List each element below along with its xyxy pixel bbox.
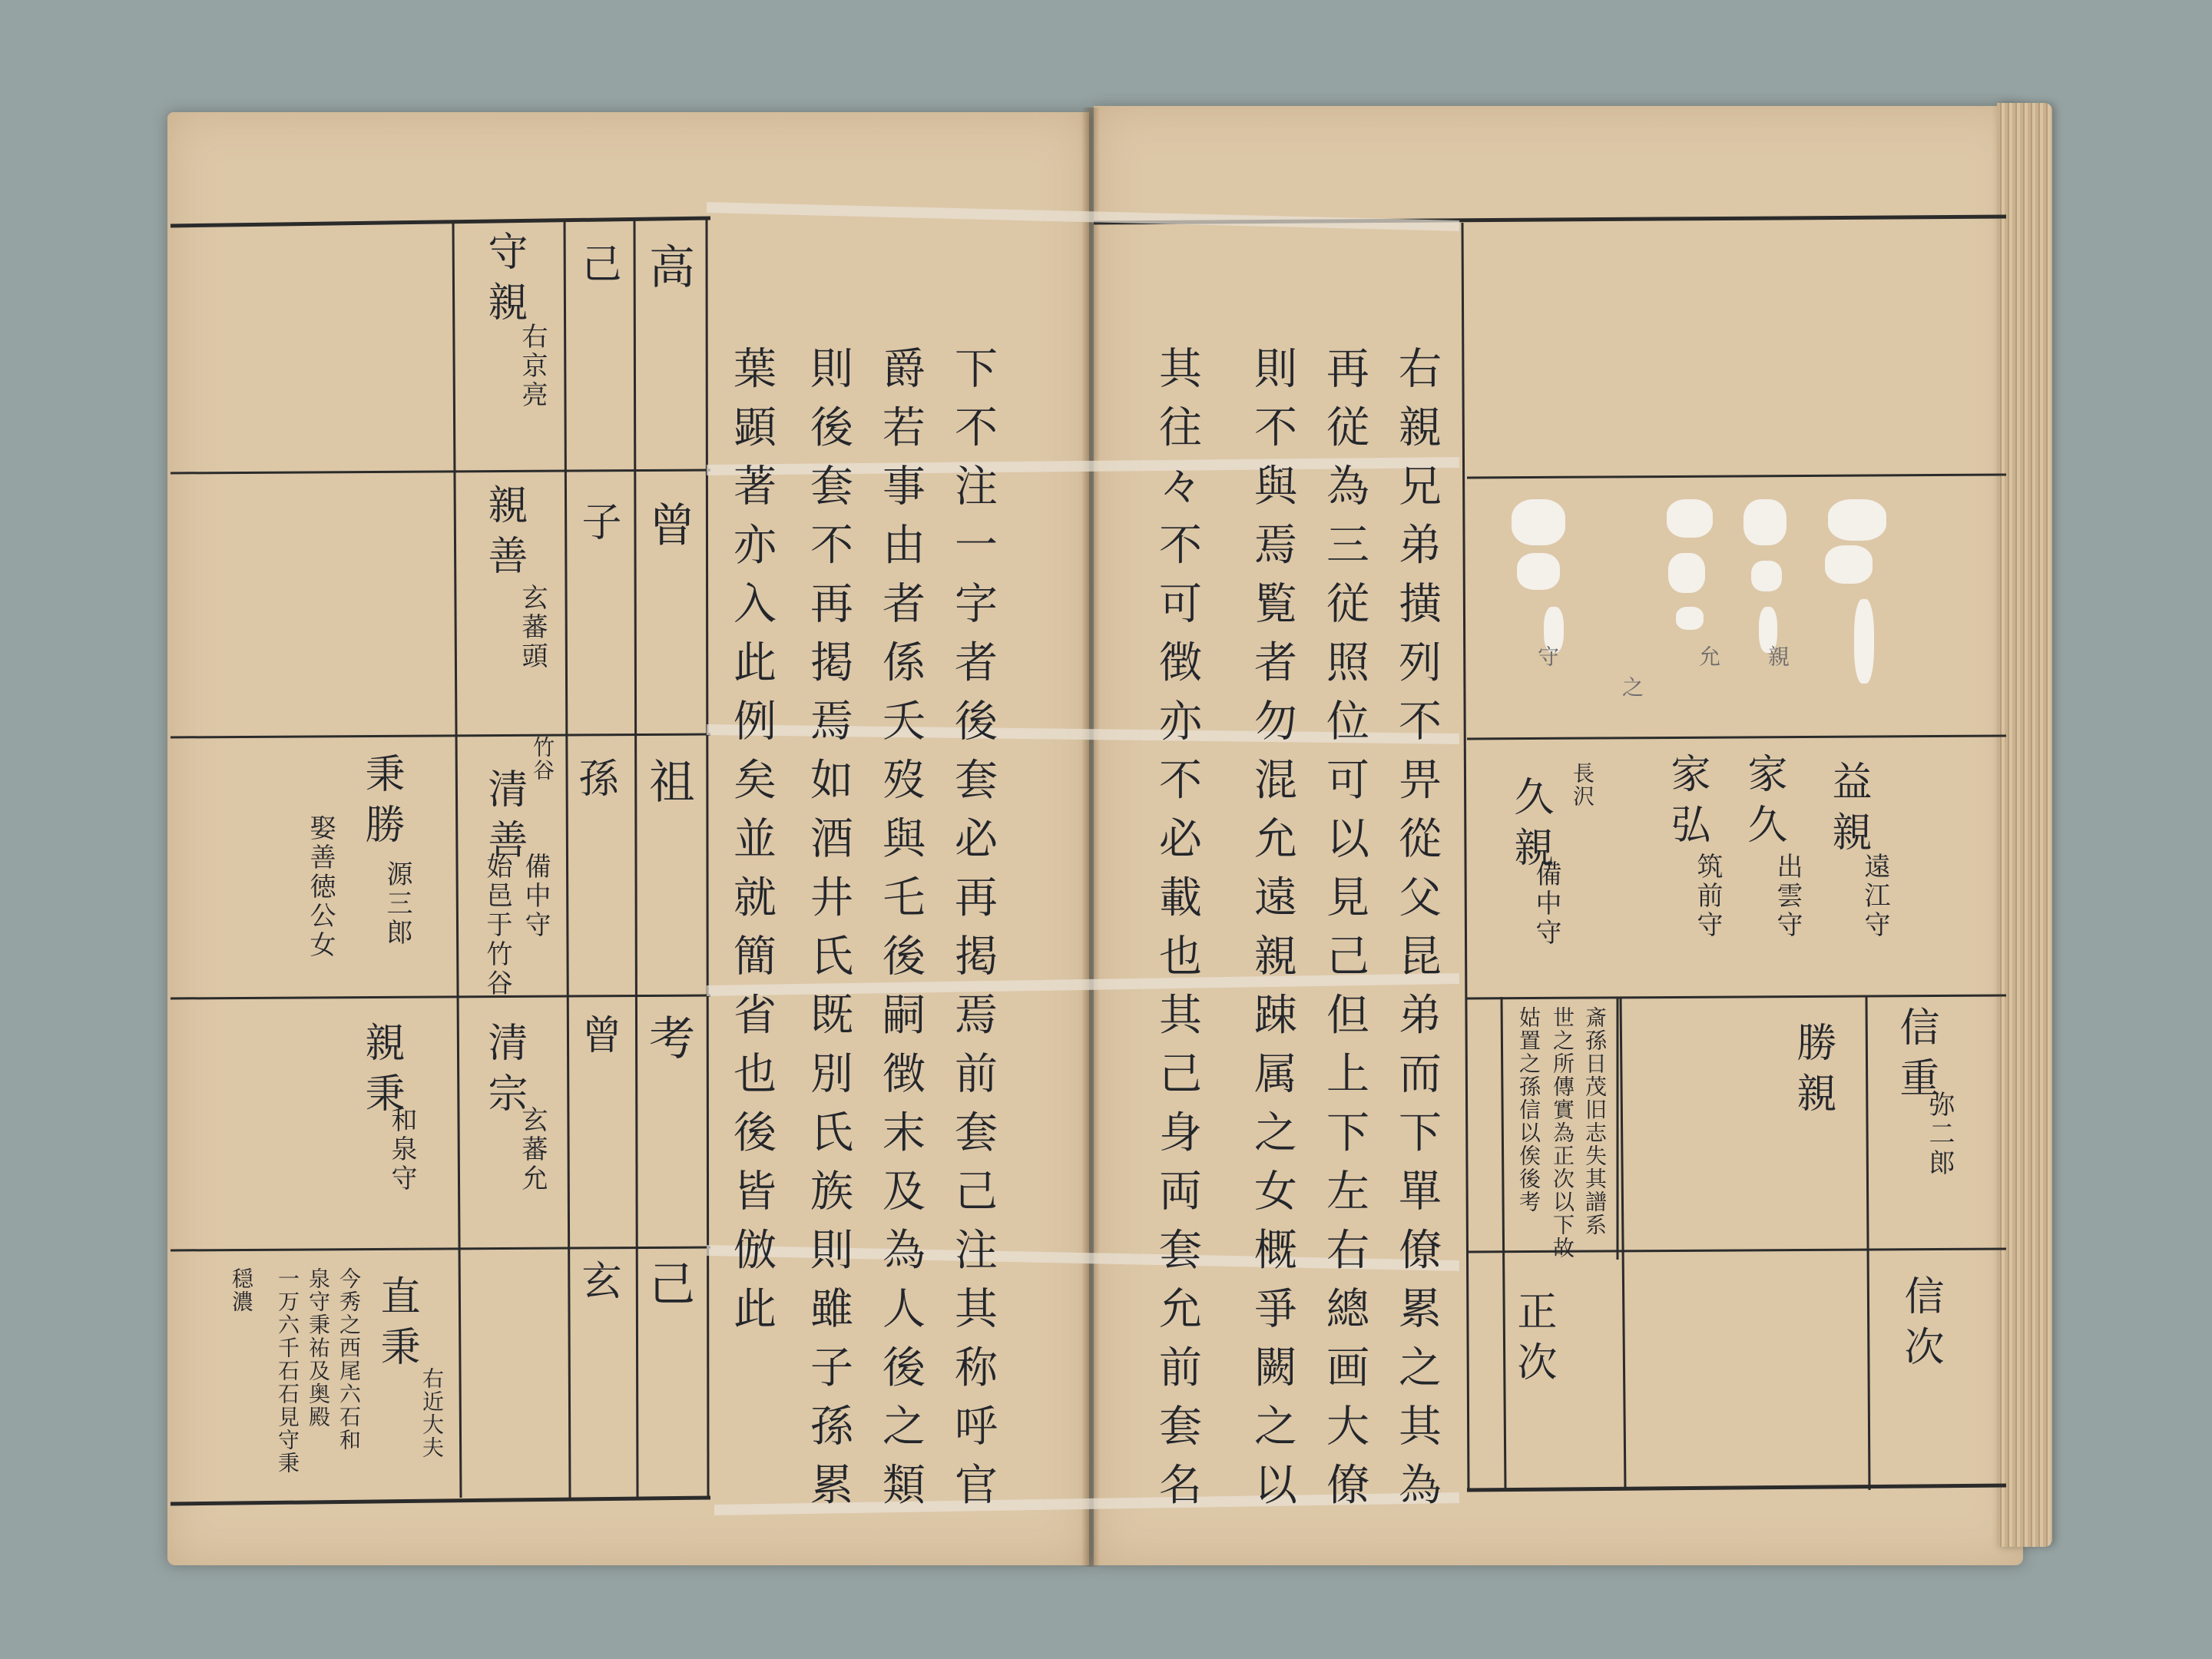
son-note-0: 源三郎: [382, 860, 412, 948]
person-name-2: 家弘: [1664, 753, 1710, 854]
left-text-col-2: 則後套不再掲焉如酒井氏既別氏族則雖子孫累: [803, 346, 853, 1521]
person-note-3: 備中守: [1531, 860, 1561, 948]
faded-mark-2: 之: [1619, 676, 1644, 699]
son-name-2: 直秉: [373, 1275, 419, 1376]
lineage-name-0: 守親: [481, 230, 527, 332]
faded-mark-3: 守: [1535, 645, 1560, 668]
right-text-col-0: 右親兄弟撗列不畀從父昆弟而下單僚累之其為: [1392, 346, 1442, 1521]
lineage-note-3: 玄蕃允: [517, 1106, 548, 1194]
left-text-col-0: 下不注一字者後套必再掲焉前套己注其称呼官: [948, 346, 998, 1521]
person-name-3: 久親: [1507, 776, 1553, 877]
person-name-1: 家久: [1740, 753, 1786, 854]
gen-header-0-bottom: 己: [575, 243, 621, 293]
son-name-1: 親秉: [358, 1022, 404, 1123]
gen-header-2-top: 祖: [641, 757, 695, 822]
gen-header-0-top: 高: [641, 243, 695, 307]
gen-header-4-bottom: 玄: [575, 1260, 621, 1310]
son-note-1: 和泉守: [386, 1106, 417, 1194]
side-note-1: 世之所傳實為正次以下故: [1550, 1006, 1575, 1260]
person-note-0: 遠江守: [1859, 853, 1890, 940]
right-text-col-2: 則不與焉覧者勿混允遠親踈属之女概爭闕之以: [1247, 346, 1297, 1521]
son-note4-2: 一万六千石石見守秉: [275, 1267, 300, 1475]
lineage-note-1: 玄蕃頭: [517, 584, 548, 671]
person-note-2: 筑前守: [1692, 853, 1723, 940]
lineage-note-0: 右京亮: [517, 323, 548, 410]
son-note5-2: 穏濃: [229, 1267, 254, 1313]
son-name-0: 秉勝: [358, 753, 404, 854]
lineage-prefix-2: 竹谷: [530, 736, 555, 782]
left-text-col-1: 爵若事由者係夭歿與乇後嗣徴末及為人後之類: [876, 346, 926, 1521]
gen-header-1-top: 曾: [641, 501, 695, 565]
person-name-6: 信次: [1897, 1275, 1943, 1376]
lineage-name-3: 清宗: [481, 1022, 527, 1123]
gen-header-3-bottom: 曾: [575, 1014, 621, 1065]
left-text-col-3: 葉顕著亦入此例矣並就簡省也後皆倣此: [727, 346, 777, 1345]
side-note-2: 姑置之孫信以俟後考: [1516, 1006, 1541, 1214]
faded-mark-0: 允: [1696, 645, 1721, 668]
person-name-0: 益親: [1825, 760, 1871, 862]
son-note2-0: 娶善徳公女: [305, 814, 336, 960]
son-note2-2: 今秀之西尾六石和: [336, 1267, 362, 1452]
person-name-7: 正次: [1510, 1290, 1556, 1392]
person-note-4: 弥二郎: [1924, 1091, 1955, 1178]
gen-header-2-bottom: 孫: [571, 757, 618, 808]
son-note-2: 右近大夫: [419, 1367, 445, 1459]
lineage-name-2: 清善: [481, 768, 527, 869]
person-name-5: 勝親: [1790, 1022, 1836, 1123]
lineage-note2-2: 始邑于竹谷: [482, 853, 512, 998]
gen-header-3-top: 考: [641, 1014, 695, 1078]
gen-header-1-bottom: 子: [575, 501, 621, 551]
lineage-note-2: 備中守: [520, 853, 551, 940]
person-prefix-3: 長沢: [1570, 762, 1595, 808]
gen-header-4-top: 己: [641, 1260, 695, 1324]
lineage-name-1: 親善: [481, 484, 527, 585]
son-note3-2: 泉守秉祐及奥殿: [306, 1267, 331, 1429]
person-note-1: 出雲守: [1772, 853, 1803, 940]
person-name-4: 信重: [1892, 1006, 1939, 1108]
faded-mark-1: 親: [1765, 645, 1790, 668]
right-text-col-3: 其往々不可徴亦不必載也其己身両套允前套名: [1152, 346, 1202, 1521]
right-text-col-1: 再従為三従照位可以見己但上下左右總画大僚: [1320, 346, 1369, 1521]
side-note-0: 斎孫日茂旧志失其譜系: [1582, 1006, 1608, 1237]
